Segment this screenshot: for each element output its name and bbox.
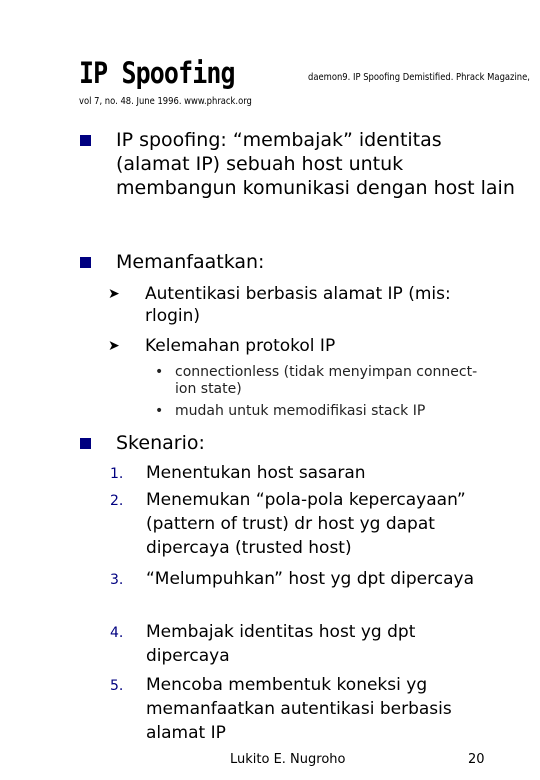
sub-item-text: Kelemahan protokol IP bbox=[145, 336, 336, 356]
sub-sub-item-text: connectionless (tidak menyimpan connect-ion state) bbox=[175, 364, 478, 397]
slide-title: IP Spoofing bbox=[79, 56, 235, 90]
citation-line-1: daemon9. IP Spoofing Demistified. Phrack Magazine, bbox=[308, 72, 530, 83]
slide-header bbox=[79, 56, 529, 90]
sub-sub-item-text: mudah untuk memodifikasi stack IP bbox=[175, 403, 426, 419]
arrow-bullet-icon: ➤ bbox=[108, 286, 120, 302]
square-bullet-icon bbox=[80, 135, 91, 146]
bullet-text: IP spoofing: “membajak” identitas (alamat IP) sebuah host untuk membangun komunikasi dengan host lain bbox=[116, 129, 515, 199]
dot-bullet-icon: • bbox=[155, 364, 164, 380]
step-number: 5. bbox=[110, 678, 124, 694]
step-number: 1. bbox=[110, 466, 124, 482]
arrow-bullet-icon: ➤ bbox=[108, 338, 120, 354]
step-number: 2. bbox=[110, 493, 124, 509]
square-bullet-icon bbox=[80, 257, 91, 268]
step-text: “Melumpuhkan” host yg dpt dipercaya bbox=[146, 569, 474, 589]
step-number: 4. bbox=[110, 625, 124, 641]
bullet-text: Memanfaatkan: bbox=[116, 251, 265, 273]
footer-author: Lukito E. Nugroho bbox=[230, 752, 346, 767]
square-bullet-icon bbox=[80, 438, 91, 449]
bullet-text: Skenario: bbox=[116, 432, 205, 454]
step-text: Mencoba membentuk koneksi yg memanfaatkan autentikasi berbasis alamat IP bbox=[146, 675, 452, 743]
step-text: Menentukan host sasaran bbox=[146, 463, 366, 483]
page-number: 20 bbox=[468, 752, 485, 767]
dot-bullet-icon: • bbox=[155, 403, 164, 419]
sub-item-text: Autentikasi berbasis alamat IP (mis: rlogin) bbox=[145, 284, 451, 326]
citation-line-2: vol 7, no. 48. June 1996. www.phrack.org bbox=[79, 96, 252, 107]
step-number: 3. bbox=[110, 572, 124, 588]
step-text: Membajak identitas host yg dpt dipercaya bbox=[146, 622, 416, 666]
step-text: Menemukan “pola-pola kepercayaan” (pattern of trust) dr host yg dapat dipercaya (trusted host) bbox=[146, 490, 466, 558]
